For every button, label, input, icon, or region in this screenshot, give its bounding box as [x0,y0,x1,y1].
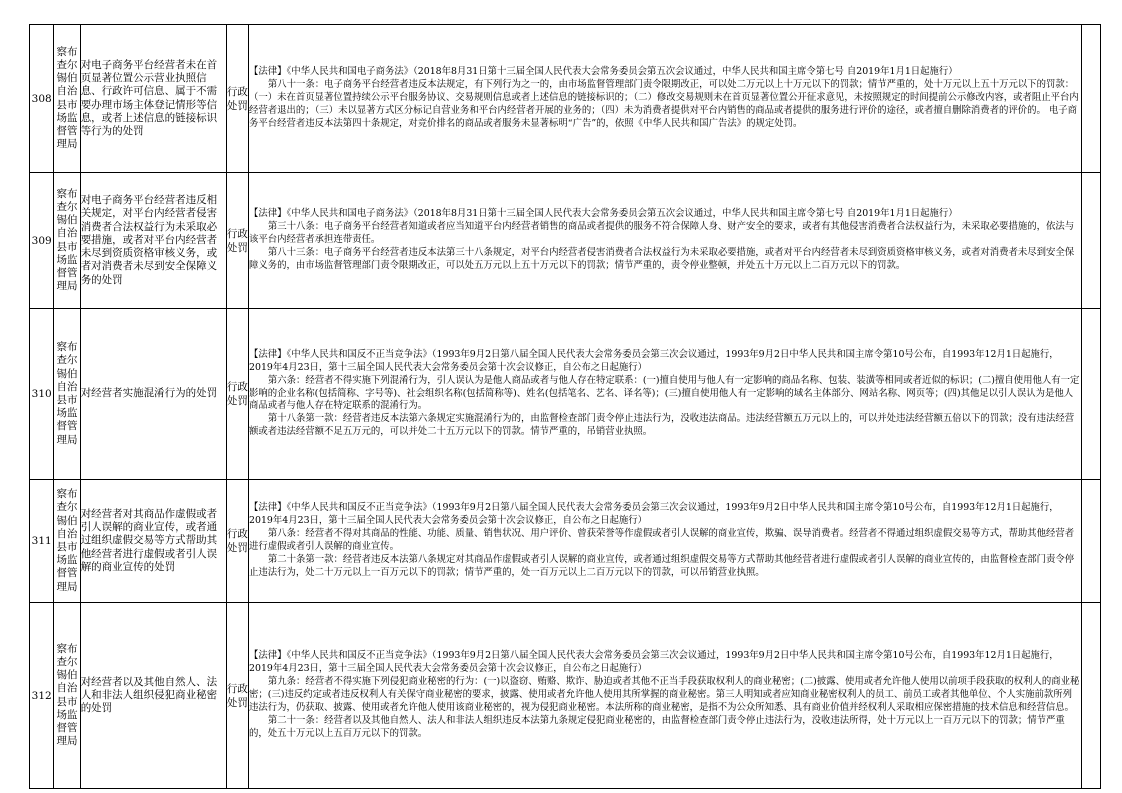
law-article: 第八十三条：电子商务平台经营者违反本法第三十八条规定，对平台内经营者侵害消费者合法权益行为未采取必要措施，或者对平台内经营者未尽到资质资格审核义务，或者对消费者未尽到安全保障义务的，由市场监督管理部门责令限期改正，可以处五万元以上五十万元以下的罚款；情节严重的，责令停业整顿，并处五十万元以上二百万元以下的罚款。 [249,246,1075,271]
law-article: 第九条：经营者不得实施下列侵犯商业秘密的行为：(一)以盗窃、贿赂、欺诈、胁迫或者其他不正当手段获取权利人的商业秘密；(二)披露、使用或者允许他人使用以前项手段获取的权利人的商业秘密；(三)违反约定或者违反权利人有关保守商业秘密的要求，披露、使用或者允许他人使用其所掌握的商业秘密。第三人明知或者应知商业秘密权利人的员工、前员工或者其他单位、个人实施前款所列违法行为，仍获取、披露、使用或者允许他人使用该商业秘密的，视为侵犯商业秘密。本法所称的商业秘密，是指不为公众所知悉、具有商业价值并经权利人采取相应保密措施的技术信息和经营信息。 [249,676,1080,713]
agency-text: 察布查尔锡伯自治县市场监督管理局 [56,642,78,748]
enforcement-agency [54,603,80,789]
blank-cell [1081,173,1100,309]
type-text: 行政处罚 [226,528,248,554]
penalty-type [226,25,248,173]
row-number: 312 [30,603,54,789]
enforcement-agency [54,25,80,173]
row-number: 309 [30,173,54,309]
law-article: 第八十一条：电子商务平台经营者违反本法规定，有下列行为之一的，由市场监督管理部门责令限期改正，可以处二万元以上十万元以下的罚款；情节严重的，处十万元以上五十万元以下的罚款：（一）未在首页显著位置持续公示平台服务协议、交易规则信息或者上述信息的链接标识的；（二）修改交易规则未在首页显著位置公开征求意见，未按照规定的时间提前公示修改内容，或者阻止平台内经营者退出的；（三）未以显著方式区分标记自营业务和平台内经营者开展的业务的；（四）未为消费者提供对平台内销售的商品或者提供的服务进行评价的途径，或者擅自删除消费者的评价的。 电子商务平台经营者违反本法第四十条规定，对竞价排名的商品或者服务未显著标明“广告”的，依照《中华人民共和国广告法》的规定处罚。 [249,79,1079,129]
law-article: 第二十条第一款：经营者违反本法第八条规定对其商品作虚假或者引人误解的商业宣传，或者通过组织虚假交易等方式帮助其他经营者进行虚假或者引人误解的商业宣传的，由监督检查部门责令停止违法行为，处二十万元以上一百万元以下的罚款；情节严重的，处一百万元以上二百万元以下的罚款，可以吊销营业执照。 [249,553,1075,578]
legal-basis [249,480,1082,603]
table-row [30,480,1101,603]
blank-cell [1081,603,1100,789]
table-row [30,603,1101,789]
legal-basis [249,309,1082,480]
type-text: 行政处罚 [226,682,248,709]
penalty-type [226,480,248,603]
penalty-item: 对经营者以及其他自然人、法人和非法人组织侵犯商业秘密的处罚 [80,603,226,789]
law-article: 第八条：经营者不得对其商品的性能、功能、质量、销售状况、用户评价、曾获荣誉等作虚假或者引人误解的商业宣传，欺骗、误导消费者。经营者不得通过组织虚假交易等方式，帮助其他经营者进行虚假或者引人误解的商业宣传。 [249,528,1075,552]
law-article: 第三十八条：电子商务平台经营者知道或者应当知道平台内经营者销售的商品或者提供的服务不符合保障人身、财产安全的要求，或者有其他侵害消费者合法权益行为，未采取必要措施的，依法与该平台内经营者承担连带责任。 [249,221,1075,246]
agency-text: 察布查尔锡伯自治县市场监督管理局 [56,341,78,446]
law-citation: 【法律】《中华人民共和国电子商务法》（2018年8月31日第十三届全国人民代表大会常务委员会第五次会议通过，中华人民共和国主席令第七号 自2019年1月1日起施行） [249,66,958,78]
type-text: 行政处罚 [226,381,248,407]
law-citation: 【法律】《中华人民共和国反不正当竞争法》（1993年9月2日第八届全国人民代表大会常务委员会第三次会议通过，1993年9月2日中华人民共和国主席令第10号公布，自1993年12月1日起施行，2019年4月23日，第十三届全国人民代表大会常务委员会第十次会议修正，自公布之日起施行） [249,650,1059,675]
penalty-table [29,24,1101,789]
row-number: 308 [30,25,54,173]
agency-text: 察布查尔锡伯自治县市场监督管理局 [56,45,78,151]
type-text: 行政处罚 [226,85,248,112]
penalty-item: 对经营者对其商品作虚假或者引人误解的商业宣传，或者通过组织虚假交易等方式帮助其他经营者进行虚假或者引人误解的商业宣传的处罚 [80,480,226,603]
row-number: 310 [30,309,54,480]
agency-text: 察布查尔锡伯自治县市场监督管理局 [56,187,78,293]
law-article: 第十八条第一款：经营者违反本法第六条规定实施混淆行为的，由监督检查部门责令停止违法行为，没收违法商品。违法经营额五万元以上的，可以并处违法经营额五倍以下的罚款；没有违法经营额或者违法经营额不足五万元的，可以并处二十五万元以下的罚款。情节严重的，吊销营业执照。 [249,413,1075,438]
legal-basis [249,25,1082,173]
blank-cell [1081,480,1100,603]
agency-text: 察布查尔锡伯自治县市场监督管理局 [56,488,78,593]
penalty-type [226,603,248,789]
type-text: 行政处罚 [226,227,248,254]
enforcement-agency [54,480,80,603]
enforcement-agency [54,309,80,480]
table-row [30,173,1101,309]
law-article: 第二十一条：经营者以及其他自然人、法人和非法人组织违反本法第九条规定侵犯商业秘密的，由监督检查部门责令停止违法行为，没收违法所得，处十万元以上一百万元以下的罚款；情节严重的，处五十万元以上五百万元以下的罚款。 [249,714,1065,739]
penalty-type [226,309,248,480]
law-citation: 【法律】《中华人民共和国电子商务法》（2018年8月31日第十三届全国人民代表大会常务委员会第五次会议通过，中华人民共和国主席令第七号 自2019年1月1日起施行） [249,208,958,220]
law-article: 第六条：经营者不得实施下列混淆行为，引人误认为是他人商品或者与他人存在特定联系：(一)擅自使用与他人有一定影响的商品名称、包装、装潢等相同或者近似的标识；(二)擅自使用他人有一定影响的企业名称(包括简称、字号等)、社会组织名称(包括简称等)、姓名(包括笔名、艺名、译名等)；(三)擅自使用他人有一定影响的域名主体部分、网站名称、网页等；(四)其他足以引人误认为是他人商品或者与他人存在特定联系的混淆行为。 [249,374,1080,412]
blank-cell [1081,25,1100,173]
blank-cell [1081,309,1100,480]
enforcement-agency [54,173,80,309]
table-row [30,25,1101,173]
legal-basis [249,173,1082,309]
table-row [30,309,1101,480]
penalty-type [226,173,248,309]
penalty-item: 对电子商务平台经营者未在首页显著位置公示营业执照信息、行政许可信息、属于不需要办理市场主体登记情形等信息，或者上述信息的链接标识等行为的处罚 [80,25,226,173]
penalty-item: 对电子商务平台经营者违反相关规定，对平台内经营者侵害消费者合法权益行为未采取必要措施，或者对平台内经营者未尽到资质资格审核义务，或者对消费者未尽到安全保障义务的处罚 [80,173,226,309]
law-citation: 【法律】《中华人民共和国反不正当竞争法》（1993年9月2日第八届全国人民代表大会常务委员会第三次会议通过，1993年9月2日中华人民共和国主席令第10号公布，自1993年12月1日起施行，2019年4月23日，第十三届全国人民代表大会常务委员会第十次会议修正，自公布之日起施行） [249,502,1059,527]
row-number: 311 [30,480,54,603]
legal-basis [249,603,1082,789]
penalty-item: 对经营者实施混淆行为的处罚 [80,309,226,480]
law-citation: 【法律】《中华人民共和国反不正当竞争法》（1993年9月2日第八届全国人民代表大会常务委员会第三次会议通过，1993年9月2日中华人民共和国主席令第10号公布，自1993年12月1日起施行，2019年4月23日，第十三届全国人民代表大会常务委员会第十次会议修正，自公布之日起施行） [249,348,1059,373]
